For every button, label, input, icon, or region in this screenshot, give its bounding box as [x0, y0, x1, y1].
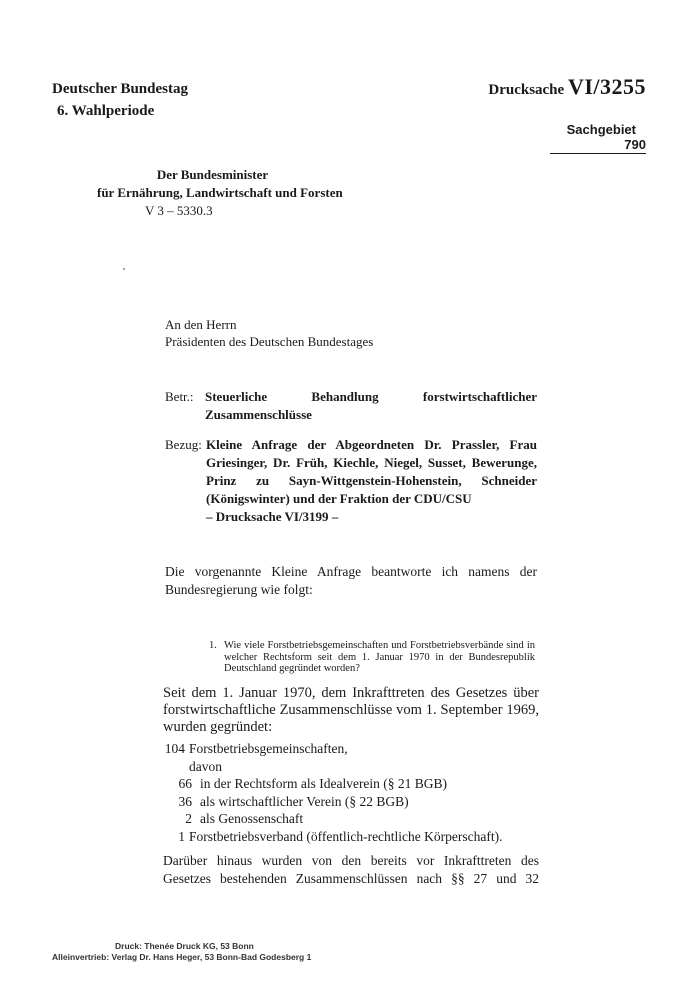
printer-footer: [52, 941, 311, 963]
electoral-period: 6. Wahlperiode: [57, 103, 155, 119]
intro-paragraph: Die vorgenannte Kleine Anfrage beantworte ich namens der Bundesregierung wie folgt:: [165, 564, 537, 597]
answer-paragraph: Seit dem 1. Januar 1970, dem Inkrafttreten des Gesetzes über forstwirtschaftliche Zusammenschlüsse vom 1. September 1969, wurden gegründet:: [163, 685, 539, 735]
reference-text: [206, 436, 537, 526]
drucksache-number: VI/3255: [567, 74, 646, 99]
footer-distributor: Alleinvertrieb: Verlag Dr. Hans Heger, 53 Bonn-Bad Godesberg 1: [52, 952, 312, 962]
addressee-line1: An den Herrn: [165, 317, 237, 332]
list-item-text: Forstbetriebsverband (öffentlich-rechtliche Körperschaft).: [189, 828, 503, 844]
sachgebiet-label: Sachgebiet: [566, 122, 636, 137]
footer-printer: Druck: Thenée Druck KG, 53 Bonn: [115, 941, 254, 951]
list-item-number: 104: [164, 741, 185, 756]
sender-title: Der Bundesminister: [156, 167, 269, 182]
list-item-davon: [163, 758, 543, 776]
drucksache-header: [488, 74, 646, 100]
reference-inquiry: Kleine Anfrage der Abgeordneten Dr. Prassler, Frau Griesinger, Dr. Früh, Kiechle, Niegel, Susset, Bewerunge, Prinz zu Sayn-Wittgenstein-Hohenstein, Schneider (Königswinter) und der Fraktion der CDU/CSU: [206, 437, 537, 506]
list-subitem: [163, 775, 543, 793]
sender-block: [97, 166, 343, 220]
document-header-left: [52, 78, 188, 122]
addressee-block: [165, 316, 373, 350]
sender-ministry: für Ernährung, Landwirtschaft und Forsten: [97, 185, 343, 200]
sachgebiet-number: 790: [624, 137, 646, 152]
question-number: 1.: [209, 640, 217, 651]
list-item-number: 36: [178, 793, 192, 809]
list-item: [163, 828, 543, 846]
founding-list: [163, 740, 543, 845]
sachgebiet: [550, 122, 646, 154]
institution-name: Deutscher Bundestag: [52, 81, 188, 97]
reference-block: [165, 436, 537, 526]
reference-drucksache: – Drucksache VI/3199 –: [206, 509, 339, 524]
subject-text: Steuerliche Behandlung forstwirtschaftlicher Zusammenschlüsse: [205, 389, 537, 422]
question-text: Wie viele Forstbetriebsgemeinschaften und Forstbetriebsverbände sind in welcher Rechtsform seit dem 1. Januar 1970 in der Bundesrepublik Deutschland gegründet worden?: [224, 640, 535, 674]
drucksache-label: Drucksache: [488, 82, 565, 98]
list-subitem: [163, 810, 543, 828]
question-1: [210, 640, 535, 675]
list-item-text: in der Rechtsform als Idealverein (§ 21 BGB): [200, 776, 448, 791]
scan-speck: [123, 268, 125, 270]
list-item-number: 1: [178, 828, 185, 844]
list-item-number: 2: [185, 811, 192, 826]
list-item-text: davon: [189, 758, 222, 774]
list-item-number: 66: [178, 776, 192, 791]
subject-label: Betr.:: [165, 389, 194, 404]
list-item-text: Forstbetriebsgemeinschaften,: [189, 741, 348, 756]
list-subitem: [163, 793, 543, 811]
list-item: [163, 740, 543, 758]
list-item-text: als wirtschaftlicher Verein (§ 22 BGB): [200, 793, 409, 809]
reference-label: Bezug:: [165, 437, 202, 452]
list-item-text: als Genossenschaft: [200, 811, 304, 826]
continuation-paragraph: Darüber hinaus wurden von den bereits vor Inkrafttreten des Gesetzes bestehenden Zusammenschlüssen nach §§ 27 und 32: [163, 853, 539, 886]
sender-reference: V 3 – 5330.3: [145, 203, 213, 218]
addressee-line2: Präsidenten des Deutschen Bundestages: [165, 334, 374, 349]
subject-block: [165, 388, 537, 424]
